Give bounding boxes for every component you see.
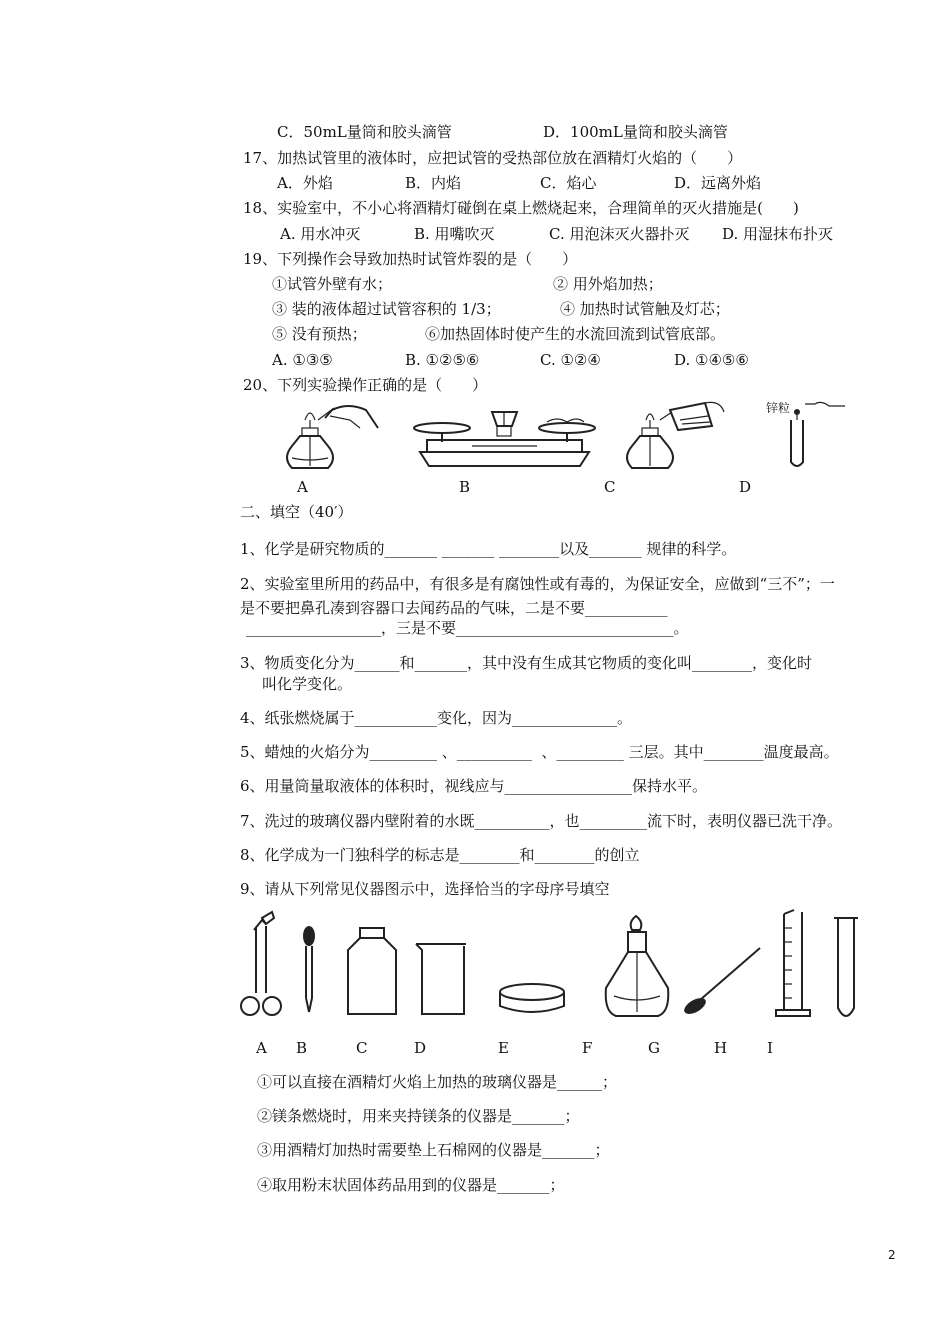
- fill-q9-sub2: ②镁条燃烧时，用来夹持镁条的仪器是_______；: [257, 1107, 580, 1125]
- fill-section-heading: 二、填空（40′）: [240, 503, 353, 521]
- fill-q3-line2: 叫化学变化。: [262, 675, 353, 693]
- q19-option-a: A. ①③⑤: [272, 351, 333, 369]
- instrument-b-dropper: [303, 926, 315, 1012]
- q20-letter-d: D: [739, 478, 752, 496]
- q19-item-3: ③ 装的液体超过试管容积的 1/3；: [272, 300, 501, 318]
- fill-q1: 1、化学是研究物质的_______ _______ ________以及_______ 规律的科学。: [240, 540, 737, 558]
- instrument-c-wide-mouth-bottle: [348, 928, 396, 1014]
- q20-letter-a: A: [297, 478, 308, 496]
- instrument-letter-c: C: [356, 1039, 368, 1057]
- fill-q2-line3: __________________，三是不要_____________________________。: [246, 619, 689, 637]
- q19-option-c: C. ①②④: [540, 351, 601, 369]
- instrument-e-evaporating-dish: [500, 984, 564, 1012]
- fill-q5: 5、蜡烛的火焰分为_________ 、__________ 、_________ 三层。其中________温度最高。: [240, 743, 839, 761]
- instrument-a-crucible-tongs: [241, 912, 281, 1015]
- instrument-letter-d: D: [414, 1039, 427, 1057]
- instrument-letter-e: E: [498, 1039, 509, 1057]
- q20-image-a-lighting-lamp: [270, 398, 390, 473]
- instrument-letter-h: H: [714, 1039, 728, 1057]
- fill-q8: 8、化学成为一门独科学的标志是________和________的创立: [240, 846, 640, 864]
- fill-q9-sub4: ④取用粉末状固体药品用到的仪器是_______；: [257, 1176, 565, 1194]
- instrument-images: [232, 908, 872, 1023]
- instrument-letter-i: I: [767, 1039, 773, 1057]
- q19-item-5: ⑤ 没有预热；: [272, 325, 367, 343]
- q16-option-c: C．50mL量筒和胶头滴管: [277, 123, 452, 141]
- instrument-letter-b: B: [296, 1039, 308, 1057]
- q19-option-b: B. ①②⑤⑥: [405, 351, 480, 369]
- q18-option-a: A. 用水冲灭: [280, 225, 361, 243]
- q20-image-d-zinc-in-tube: [785, 398, 855, 473]
- q19-item-6: ⑥加热固体时使产生的水流回流到试管底部。: [425, 325, 726, 343]
- instrument-g-medicine-spoon: [682, 948, 760, 1017]
- instrument-i-test-tube: [834, 918, 858, 1016]
- q17-stem: 17、加热试管里的液体时，应把试管的受热部位放在酒精灯火焰的（ ）: [243, 149, 743, 167]
- q18-option-d: D. 用湿抹布扑灭: [722, 225, 834, 243]
- q18-option-c: C. 用泡沫灭火器扑灭: [549, 225, 690, 243]
- q19-stem: 19、下列操作会导致加热时试管炸裂的是（ ）: [243, 250, 578, 268]
- q16-option-d: D．100mL量筒和胶头滴管: [543, 123, 728, 141]
- q18-option-b: B. 用嘴吹灭: [414, 225, 495, 243]
- q20-image-c-pouring-alcohol: [620, 398, 730, 473]
- fill-q3-line1: 3、物质变化分为______和_______，其中没有生成其它物质的变化叫________，变化时: [240, 654, 813, 672]
- q19-option-d: D. ①④⑤⑥: [674, 351, 749, 369]
- fill-q4: 4、纸张燃烧属于___________变化，因为______________。: [240, 709, 633, 727]
- q17-option-c: C．焰心: [540, 174, 597, 192]
- q19-item-4: ④ 加热时试管触及灯芯；: [560, 300, 730, 318]
- instrument-letter-a: A: [256, 1039, 267, 1057]
- fill-q6: 6、用量筒量取液体的体积时，视线应与_________________保持水平。: [240, 777, 708, 795]
- fill-q2-line1: 2、实验室里所用的药品中，有很多是有腐蚀性或有毒的，为保证安全，应做到“三不”；一: [240, 575, 835, 593]
- q20-letter-c: C: [604, 478, 616, 496]
- instrument-h-graduated-cylinder: [776, 910, 810, 1016]
- q19-item-1: ①试管外壁有水；: [272, 275, 393, 293]
- q18-stem: 18、实验室中，不小心将酒精灯碰倒在桌上燃烧起来，合理简单的灭火措施是( ): [243, 199, 799, 217]
- fill-q7: 7、洗过的玻璃仪器内壁附着的水既__________，也_________流下时，表明仪器已洗干净。: [240, 812, 843, 830]
- page-number: 2: [888, 1248, 896, 1262]
- instrument-d-beaker: [416, 944, 466, 1014]
- fill-q9-sub3: ③用酒精灯加热时需要垫上石棉网的仪器是_______；: [257, 1141, 610, 1159]
- instrument-letter-g: G: [648, 1039, 660, 1057]
- q20-zinc-label: 锌粒: [766, 401, 791, 415]
- instrument-letter-f: F: [582, 1039, 593, 1057]
- q17-option-b: B．内焰: [405, 174, 462, 192]
- instrument-f-alcohol-lamp: [606, 916, 669, 1016]
- q20-image-b-balance: [412, 402, 597, 472]
- q17-option-d: D．远离外焰: [674, 174, 762, 192]
- q20-letter-b: B: [459, 478, 471, 496]
- fill-q9-stem: 9、请从下列常见仪器图示中，选择恰当的字母序号填空: [240, 880, 610, 898]
- fill-q2-line2: 是不要把鼻孔凑到容器口去闻药品的气味，二是不要___________: [240, 599, 668, 617]
- q20-stem: 20、下列实验操作正确的是（ ）: [243, 376, 488, 394]
- q19-item-2: ② 用外焰加热；: [553, 275, 663, 293]
- fill-q9-sub1: ①可以直接在酒精灯火焰上加热的玻璃仪器是______；: [257, 1073, 618, 1091]
- q17-option-a: A．外焰: [277, 174, 333, 192]
